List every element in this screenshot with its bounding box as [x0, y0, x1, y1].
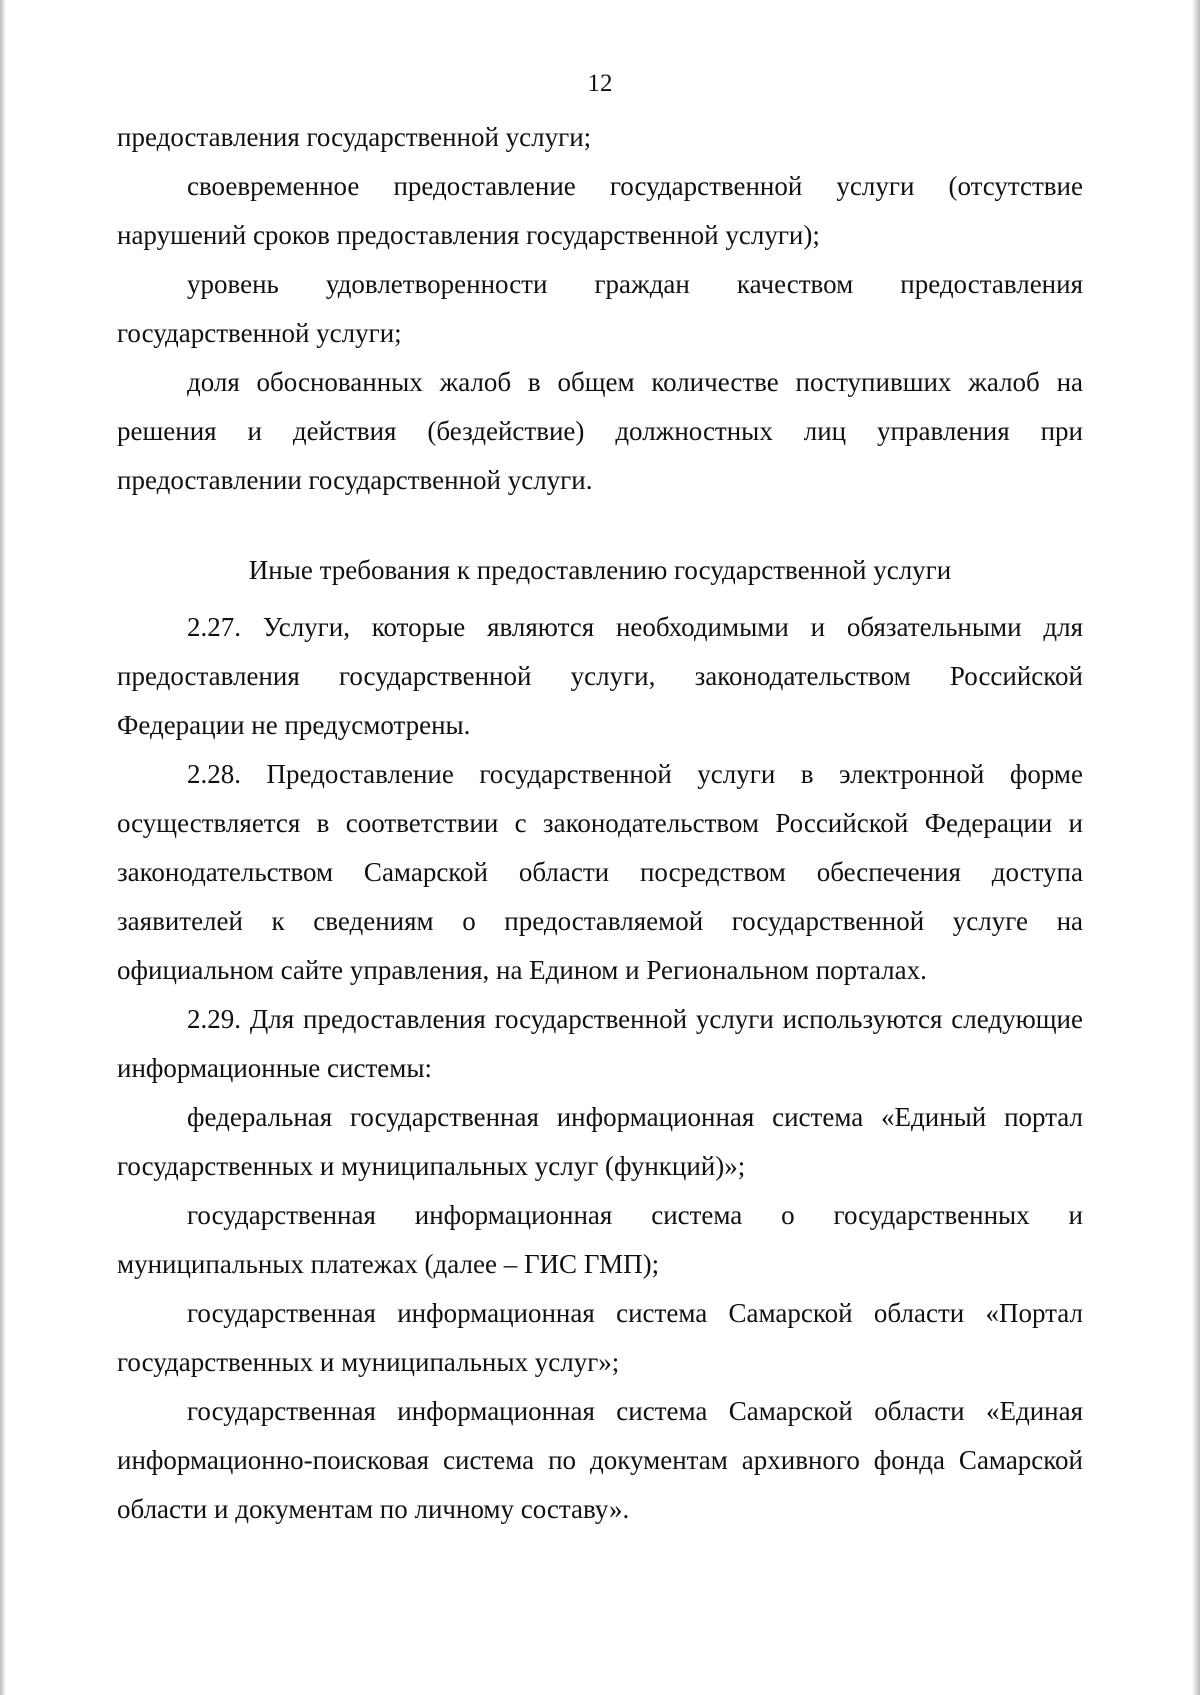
scan-edge-left — [0, 0, 6, 1695]
scan-edge-right — [1192, 0, 1200, 1695]
page-number: 12 — [587, 70, 613, 97]
paragraph-2-29: 2.29. Для предоставления государственной услуги используются следующие информационные системы: — [117, 1004, 1083, 1083]
paragraph-2-27: 2.27. Услуги, которые являются необходимыми и обязательными для предоставления государственной услуги, законодательством Российской Федерации не предусмотрены. — [117, 612, 1083, 740]
document-body — [117, 113, 1083, 1534]
paragraph: предоставления государственной услуги; — [117, 122, 592, 152]
list-item-system: государственная информационная система Самарской области «Портал государственных и муниципальных услуг»; — [117, 1298, 1083, 1377]
list-item-system: федеральная государственная информационная система «Единый портал государственных и муниципальных услуг (функций)»; — [117, 1102, 1083, 1181]
list-item-system: государственная информационная система Самарской области «Единая информационно-поисковая система по документам архивного фонда Самарской области и документам по личному составу». — [117, 1396, 1083, 1524]
paragraph-2-28: 2.28. Предоставление государственной услуги в электронной форме осуществляется в соответствии с законодательством Российской Федерации и законодательством Самарской области посредством обеспечения доступа заявителей к сведениям о предоставляемой государственной услуге на официальном сайте управления, на Едином и Региональном порталах. — [117, 759, 1083, 985]
list-item-system: государственная информационная система о государственных и муниципальных платежах (далее – ГИС ГМП); — [117, 1200, 1083, 1279]
paragraph: уровень удовлетворенности граждан качеством предоставления государственной услуги; — [117, 269, 1083, 348]
paragraph: своевременное предоставление государственной услуги (отсутствие нарушений сроков предоставления государственной услуги); — [117, 171, 1083, 250]
section-heading: Иные требования к предоставлению государственной услуги — [248, 555, 952, 585]
paragraph: доля обоснованных жалоб в общем количестве поступивших жалоб на решения и действия (бездействие) должностных лиц управления при предоставлении государственной услуги. — [117, 367, 1083, 495]
